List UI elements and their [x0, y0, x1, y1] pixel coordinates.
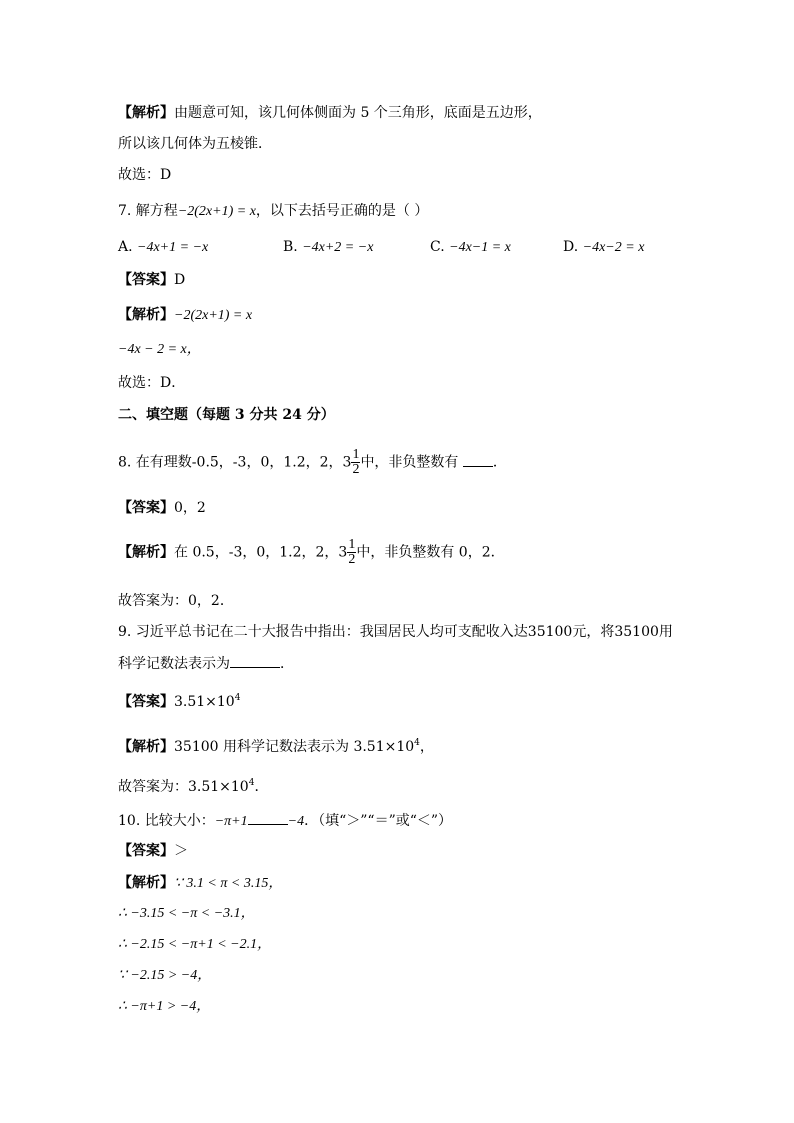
q6-choice: 故选：D — [118, 167, 172, 183]
q8-stem-prefix: 8. 在有理数-0.5，-3，0，1.2，2，3 — [118, 454, 352, 471]
q6-analysis-line-2: 所以该几何体为五棱锥． — [118, 136, 272, 152]
analysis-equation: −2(2x+1) = x — [174, 308, 253, 323]
answer-value: D — [174, 272, 186, 288]
analysis-text: 由题意可知，该几何体侧面为 5 个三角形，底面是五边形， — [174, 105, 542, 121]
final-end: ． — [254, 779, 269, 795]
q7-step-1: −4x − 2 = x， — [118, 342, 201, 357]
q10-answer — [118, 841, 188, 861]
q8-stem — [118, 448, 507, 477]
q9-analysis — [118, 733, 434, 757]
q10-left-expr: −π+1 — [214, 814, 248, 829]
q9-stem-line-2 — [118, 653, 294, 674]
final-base: 3.51×10 — [188, 779, 249, 795]
q8-answer — [118, 498, 206, 518]
answer-label: 【答案】 — [118, 272, 174, 288]
q7-stem-prefix: 7. 解方程 — [118, 203, 178, 219]
answer-value: 0，2 — [174, 500, 206, 516]
q7-option-d — [563, 237, 644, 258]
answer-label: 【答案】 — [118, 843, 174, 859]
answer-base: 3.51×10 — [174, 694, 235, 710]
answer-exponent: 4 — [234, 693, 241, 703]
analysis-step: ∵ 3.1 < π < 3.15， — [174, 876, 283, 891]
final-prefix: 故答案为： — [118, 779, 188, 795]
answer-value: ＞ — [174, 843, 188, 859]
answer-blank — [230, 653, 280, 668]
q6-analysis-line — [118, 103, 542, 123]
q7-stem-equation: −2(2x+1) = x — [177, 204, 256, 219]
q7-choice: 故选：D． — [118, 375, 186, 391]
q10-analysis — [118, 873, 282, 894]
option-label: C. — [430, 239, 445, 255]
q9-answer — [118, 688, 240, 712]
q10-right-expr: −4 — [287, 814, 305, 829]
fraction-denominator: 2 — [352, 462, 360, 477]
q10-step-3: ∴ −2.15 < −π+1 < −2.1， — [118, 937, 272, 952]
analysis-label: 【解析】 — [118, 875, 174, 891]
q10-step-4: ∵ −2.15 > −4， — [118, 968, 212, 983]
q9-stem-text: 科学记数法表示为 — [118, 656, 230, 672]
answer-label: 【答案】 — [118, 694, 174, 710]
q7-option-a — [118, 237, 208, 258]
analysis-label: 【解析】 — [118, 544, 174, 561]
q10-stem-prefix: 10. 比较大小： — [118, 813, 215, 829]
analysis-base: 3.51×10 — [353, 739, 415, 755]
q7-answer — [118, 270, 185, 290]
analysis-text: 35100 用科学记数法表示为 — [174, 739, 354, 755]
answer-label: 【答案】 — [118, 500, 174, 516]
analysis-prefix: 在 0.5，-3，0，1.2，2，3 — [174, 544, 348, 561]
q8-stem-suffix: 中，非负整数有 — [360, 454, 459, 471]
fraction-numerator: 1 — [352, 447, 360, 462]
q9-stem-line-1: 9. 习近平总书记在二十大报告中指出：我国居民人均可支配收入达35100元，将35100用 — [118, 624, 673, 640]
analysis-suffix: 中，非负整数有 0，2． — [356, 544, 505, 561]
option-expr: −4x+1 = −x — [137, 240, 209, 255]
q10-stem-suffix: ．（填“＞”“＝”或“＜”） — [304, 813, 453, 829]
fraction-numerator: 1 — [348, 537, 356, 552]
analysis-label: 【解析】 — [118, 105, 174, 121]
q7-stem — [118, 201, 428, 222]
fraction-denominator: 2 — [348, 552, 356, 567]
analysis-label: 【解析】 — [118, 739, 174, 755]
analysis-end: ， — [419, 739, 434, 755]
analysis-label: 【解析】 — [118, 307, 174, 323]
q8-stem-end: ． — [492, 454, 507, 471]
answer-blank — [248, 810, 288, 825]
option-expr: −4x+2 = −x — [302, 240, 374, 255]
q10-stem — [118, 810, 452, 832]
option-label: A. — [118, 239, 133, 255]
q7-stem-suffix: ，以下去括号正确的是（ ） — [255, 203, 429, 219]
fraction — [347, 538, 356, 567]
q7-option-b — [283, 237, 373, 258]
final-exponent: 4 — [248, 778, 255, 788]
q9-final — [118, 773, 268, 797]
analysis-exponent: 4 — [414, 738, 420, 748]
answer-blank — [463, 452, 493, 467]
option-label: D. — [563, 239, 579, 255]
q7-analysis — [118, 305, 252, 326]
q9-stem-end: ． — [280, 656, 294, 672]
q10-step-2: ∴ −3.15 < −π < −3.1， — [118, 906, 255, 921]
option-expr: −4x−1 = x — [449, 240, 511, 255]
q7-option-c — [430, 237, 511, 258]
q8-analysis — [118, 538, 505, 567]
q8-final: 故答案为：0，2． — [118, 593, 234, 609]
option-expr: −4x−2 = x — [582, 240, 645, 255]
option-label: B. — [283, 239, 298, 255]
section-title: 二、填空题（每题 3 分共 24 分） — [118, 407, 335, 423]
q10-step-5: ∴ −π+1 > −4， — [118, 999, 211, 1014]
